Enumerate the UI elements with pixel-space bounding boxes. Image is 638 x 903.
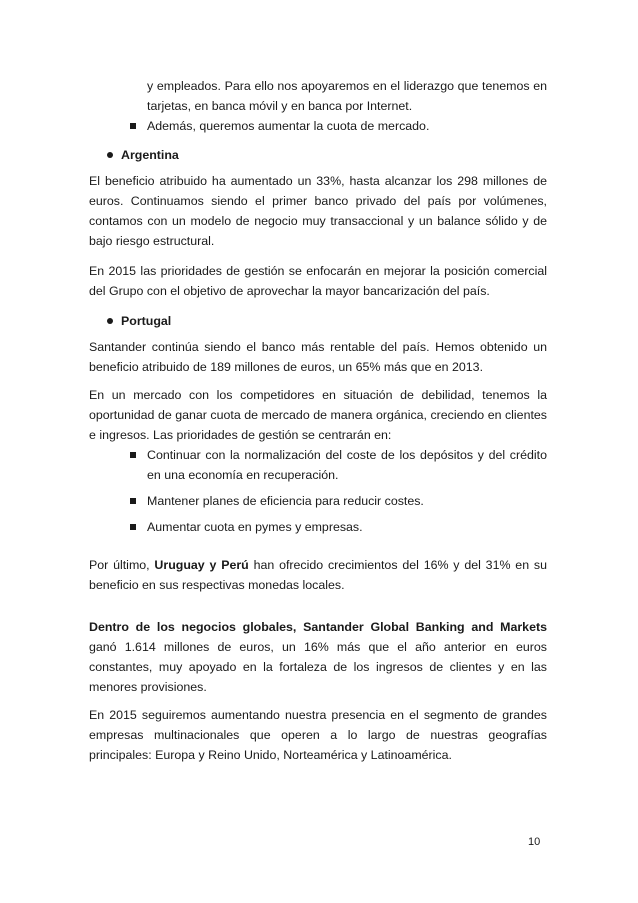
spacer (89, 537, 547, 555)
bold-text-run: Uruguay y Perú (154, 558, 249, 572)
intro-bullet-list (89, 116, 547, 136)
paragraph-global-banking (89, 617, 547, 697)
page-number: 10 (528, 836, 541, 848)
document-body (89, 76, 547, 775)
text-run: han ofrecido crecimientos del 16% y del 31% en su beneficio en sus respectivas monedas locales. (89, 558, 547, 592)
list-item (89, 491, 547, 511)
section-heading-argentina (89, 145, 547, 165)
paragraph: El beneficio atribuido ha aumentado un 33%, hasta alcanzar los 298 millones de euros. Continuamos siendo el primer banco privado del país por volúmenes, contamos con un modelo de negocio muy transaccional y un balance sólido y de bajo riesgo estructural. (89, 174, 547, 248)
list-item-text: Mantener planes de eficiencia para reducir costes. (147, 494, 424, 508)
paragraph: En 2015 seguiremos aumentando nuestra presencia en el segmento de grandes empresas multinacionales que operen a lo largo de nuestras geografías principales: Europa y Reino Unido, Norteamérica y Latinoamérica. (89, 708, 547, 762)
list-item-text: Continuar con la normalización del coste de los depósitos y del crédito en una economía en recuperación. (147, 448, 547, 482)
text-run: Por último, (89, 558, 155, 572)
bold-text-run: Dentro de los negocios globales, Santander Global Banking and Markets (89, 620, 547, 634)
square-bullet-icon (130, 498, 136, 504)
paragraph: Santander continúa siendo el banco más rentable del país. Hemos obtenido un beneficio atribuido de 189 millones de euros, un 65% más que en 2013. (89, 340, 547, 374)
square-bullet-icon (130, 524, 136, 530)
heading-text: Portugal (121, 314, 172, 328)
heading-text: Argentina (121, 148, 179, 162)
paragraph: En 2015 las prioridades de gestión se enfocarán en mejorar la posición comercial del Grupo con el objetivo de aprovechar la mayor bancarización del país. (89, 264, 547, 298)
square-bullet-icon (130, 452, 136, 458)
list-item-text: Además, queremos aumentar la cuota de mercado. (147, 119, 430, 133)
list-item (89, 517, 547, 537)
list-item (89, 116, 547, 136)
text-run: ganó 1.614 millones de euros, un 16% más que el año anterior en euros constantes, muy apoyado en la fortaleza de los ingresos de clientes y en las menores provisiones. (89, 640, 547, 694)
round-bullet-icon (107, 152, 113, 158)
section-heading-portugal (89, 311, 547, 331)
portugal-priorities-list (89, 445, 547, 537)
spacer (89, 605, 547, 617)
list-item (89, 445, 547, 485)
intro-continuation: y empleados. Para ello nos apoyaremos en el liderazgo que tenemos en tarjetas, en banca móvil y en banca por Internet. (147, 79, 547, 113)
paragraph: En un mercado con los competidores en situación de debilidad, tenemos la oportunidad de ganar cuota de mercado de manera orgánica, creciendo en clientes e ingresos. Las prioridades de gestión se centrarán en: (89, 388, 547, 442)
square-bullet-icon (130, 123, 136, 129)
list-item-text: Aumentar cuota en pymes y empresas. (147, 520, 363, 534)
round-bullet-icon (107, 318, 113, 324)
paragraph-uruguay-peru (89, 555, 547, 595)
